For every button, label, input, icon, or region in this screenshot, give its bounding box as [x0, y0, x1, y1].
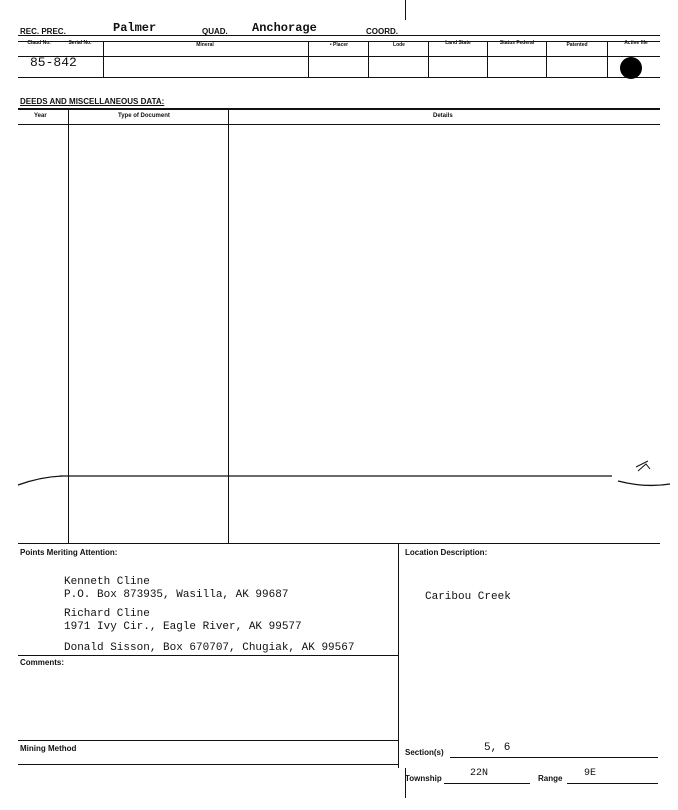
- lower-mid-divider: [398, 543, 399, 768]
- point-address: P.O. Box 873935, Wasilla, AK 99687: [64, 589, 289, 601]
- township-value: 22N: [470, 768, 489, 779]
- col-year-header: Year: [34, 113, 47, 119]
- point-name: Kenneth Cline: [64, 576, 150, 588]
- header-col-divider: [546, 41, 547, 77]
- header-bottom-rule: [18, 77, 660, 78]
- points-label: Points Meriting Attention:: [20, 548, 118, 557]
- col-type-header: Type of Document: [118, 113, 170, 119]
- col-active-file-header: Active file: [624, 40, 648, 46]
- deeds-header-top: [18, 108, 660, 110]
- township-underline: [444, 783, 530, 784]
- top-margin-mark: [405, 0, 406, 20]
- quad-value: Anchorage: [252, 21, 317, 35]
- col-details-header: Details: [433, 113, 453, 119]
- header-col-divider: [308, 41, 309, 77]
- mining-method-label: Mining Method: [20, 744, 77, 753]
- header-col-divider: [368, 41, 369, 77]
- active-file-marker: [620, 57, 642, 79]
- location-label: Location Description:: [405, 548, 488, 557]
- header-col-divider: [428, 41, 429, 77]
- col-land-state-header: Land State: [445, 40, 471, 46]
- col-claud-header: Claud No.: [27, 40, 51, 46]
- section-label: Section(s): [405, 748, 444, 757]
- header-col-divider: [103, 41, 104, 77]
- rec-prec-value: Palmer: [113, 21, 157, 35]
- quad-label: QUAD.: [202, 27, 228, 36]
- point-name: Richard Cline: [64, 608, 150, 620]
- col-patented-header: Patented: [566, 42, 588, 48]
- township-label: Township: [405, 774, 442, 783]
- header-col-divider: [607, 41, 608, 77]
- col-placer-header: • Placer: [329, 42, 349, 48]
- comments-top-rule: [18, 655, 398, 656]
- col-status-federal-header: Status Federal: [499, 40, 535, 46]
- section-underline: [450, 757, 658, 758]
- bottom-margin-mark: [405, 768, 406, 798]
- header-top-rule: [18, 35, 660, 36]
- deeds-section-title: DEEDS AND MISCELLANEOUS DATA:: [20, 97, 165, 106]
- col-mineral-header: Mineral: [196, 42, 214, 48]
- location-value: Caribou Creek: [425, 591, 511, 603]
- range-label: Range: [538, 774, 563, 783]
- mining-bottom-rule: [18, 764, 398, 765]
- rec-prec-label: REC. PREC.: [20, 27, 66, 36]
- point-address: 1971 Ivy Cir., Eagle River, AK 99577: [64, 621, 302, 633]
- header-col-divider: [487, 41, 488, 77]
- mining-top-rule: [18, 740, 398, 741]
- coord-label: COORD.: [366, 27, 398, 36]
- header-sub-rule: [18, 56, 660, 57]
- range-underline: [567, 783, 658, 784]
- point-single-line: Donald Sisson, Box 670707, Chugiak, AK 99567: [64, 642, 355, 654]
- col-serial-header: Serial No.: [68, 40, 92, 46]
- deeds-header-bottom: [18, 124, 660, 125]
- section-value: 5, 6: [484, 742, 511, 754]
- fold-line: [0, 455, 678, 495]
- comments-label: Comments:: [20, 658, 65, 667]
- lower-section-top: [18, 543, 660, 544]
- range-value: 9E: [584, 768, 597, 779]
- col-lode-header: Lode: [393, 42, 405, 48]
- claim-number: 85-842: [30, 55, 77, 70]
